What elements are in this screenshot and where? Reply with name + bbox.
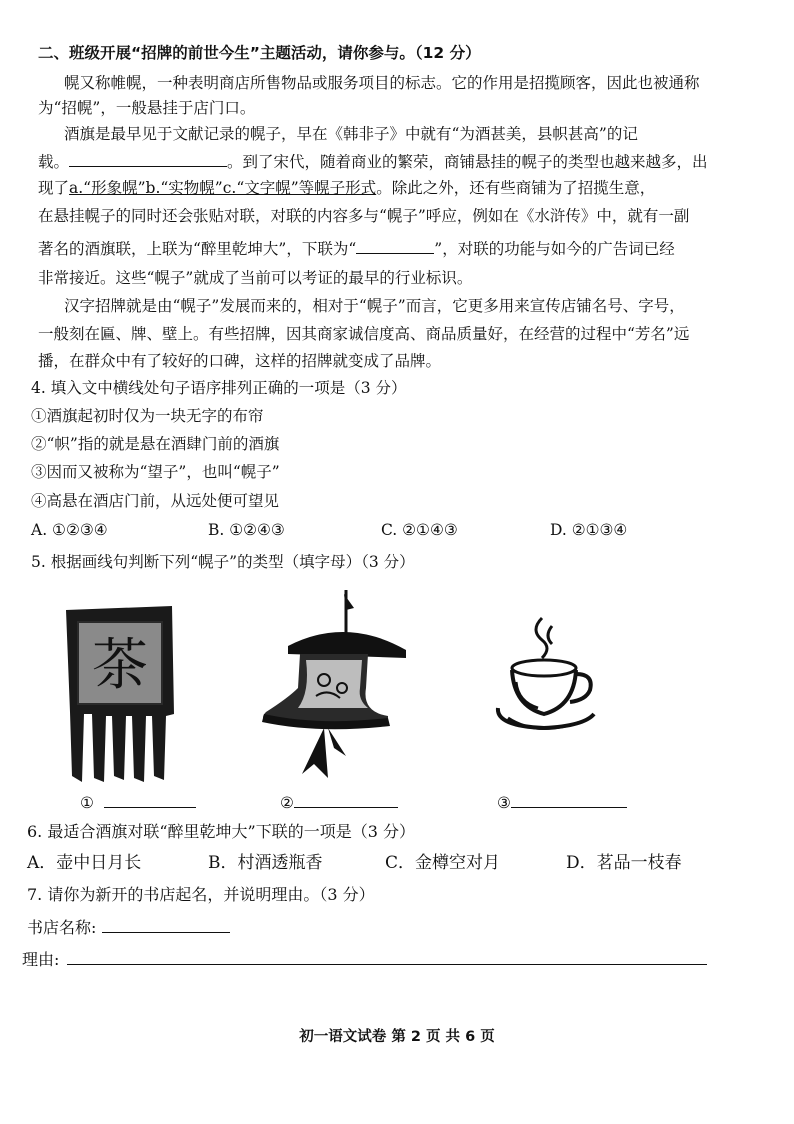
passage-line: 在悬挂幌子的同时还会张贴对联，对联的内容多与“幌子”呼应，例如在《水浒传》中，就有一副 [38,207,690,225]
passage-line: 幌又称帷幌，一种表明商店所售物品或服务项目的标志。它的作用是招揽顾客，因此也被通称 [64,74,700,92]
passage-line: 著名的酒旗联，上联为“醉里乾坤大”，下联为“ ”，对联的功能与如今的广告词已经 [38,237,675,260]
q4-option-c[interactable]: C. ②①④③ [381,521,458,539]
underlined-sentence: a.“形象幌”b.“实物幌”c.“文字幌”等幌子形式 [69,179,377,197]
passage-line: 现了a.“形象幌”b.“实物幌”c.“文字幌”等幌子形式。除此之外，还有些商铺为了招揽生意， [38,179,656,197]
q7-reason-row [22,948,707,971]
passage-line: 为“招幌”，一般悬挂于店门口。 [38,99,256,117]
q5-blank-3[interactable]: ③ [497,791,627,814]
q4-item: ③因而又被称为“望子”，也叫“幌子” [31,463,280,481]
bookstore-name-field[interactable] [102,916,230,933]
passage-line: 酒旗是最早见于文献记录的幌子，早在《韩非子》中就有“为酒甚美，县帜甚高”的记 [64,125,638,143]
q6-option-a[interactable]: A．壶中日月长 [27,853,142,873]
q4-option-b[interactable]: B. ①②④③ [208,521,285,539]
page-footer: 初一语文试卷 第 2 页 共 6 页 [299,1029,495,1045]
q6-option-d[interactable]: D．茗品一枝春 [566,853,682,873]
passage-line: 播，在群众中有了较好的口碑，这样的招牌就变成了品牌。 [38,352,442,370]
q4-option-d[interactable]: D. ②①③④ [550,521,628,539]
q7-name-row [27,916,230,939]
q6-option-c[interactable]: C．金樽空对月 [385,853,501,873]
fill-blank-2[interactable] [356,237,434,254]
q5-blank-1[interactable]: ① [80,791,196,814]
coffee-cup-icon [494,614,602,738]
tea-flag-icon [62,604,182,782]
coffee-cup-image [494,614,602,738]
reason-label: 理由: [22,950,60,969]
q4-stem: 4. 填入文中横线处句子语序排列正确的一项是（3 分） [31,379,407,397]
bookstore-name-label: 书店名称: [27,918,97,937]
passage-line: 载。 。到了宋代，随着商业的繁荣，商铺悬挂的幌子的类型也越来越多，出 [38,150,708,173]
boot-icon [258,588,410,780]
passage-line: 非常接近。这些“幌子”就成了当前可以考证的最早的行业标识。 [38,269,473,287]
q5-blank-2[interactable]: ② [280,791,398,814]
section-title: 二、班级开展“招牌的前世今生”主题活动，请你参与。（12 分） [38,44,481,62]
reason-field[interactable] [67,948,707,965]
svg-text:茶: 茶 [92,633,148,698]
q4-option-a[interactable]: A. ①②③④ [31,521,108,539]
q6-option-b[interactable]: B．村酒透瓶香 [208,853,323,873]
passage-line: 一般刻在匾、牌、壁上。有些招牌，因其商家诚信度高、商品质量好，在经营的过程中“芳名”远 [38,325,690,343]
q7-stem: 7. 请你为新开的书店起名，并说明理由。（3 分） [27,885,375,904]
q5-stem: 5. 根据画线句判断下列“幌子”的类型（填字母）（3 分） [31,553,415,571]
q4-item: ②“帜”指的就是悬在酒肆门前的酒旗 [31,435,280,453]
q4-item: ①酒旗起初时仅为一块无字的布帘 [31,407,264,425]
q6-stem: 6. 最适合酒旗对联“醉里乾坤大”下联的一项是（3 分） [27,822,415,841]
tea-flag-image [62,604,182,782]
passage-line: 汉字招牌就是由“幌子”发展而来的，相对于“幌子”而言，它更多用来宣传店铺名号、字号， [64,297,685,315]
boot-sign-image [258,588,410,780]
fill-blank-1[interactable] [69,150,227,167]
q4-item: ④高悬在酒店门前，从远处便可望见 [31,492,280,510]
